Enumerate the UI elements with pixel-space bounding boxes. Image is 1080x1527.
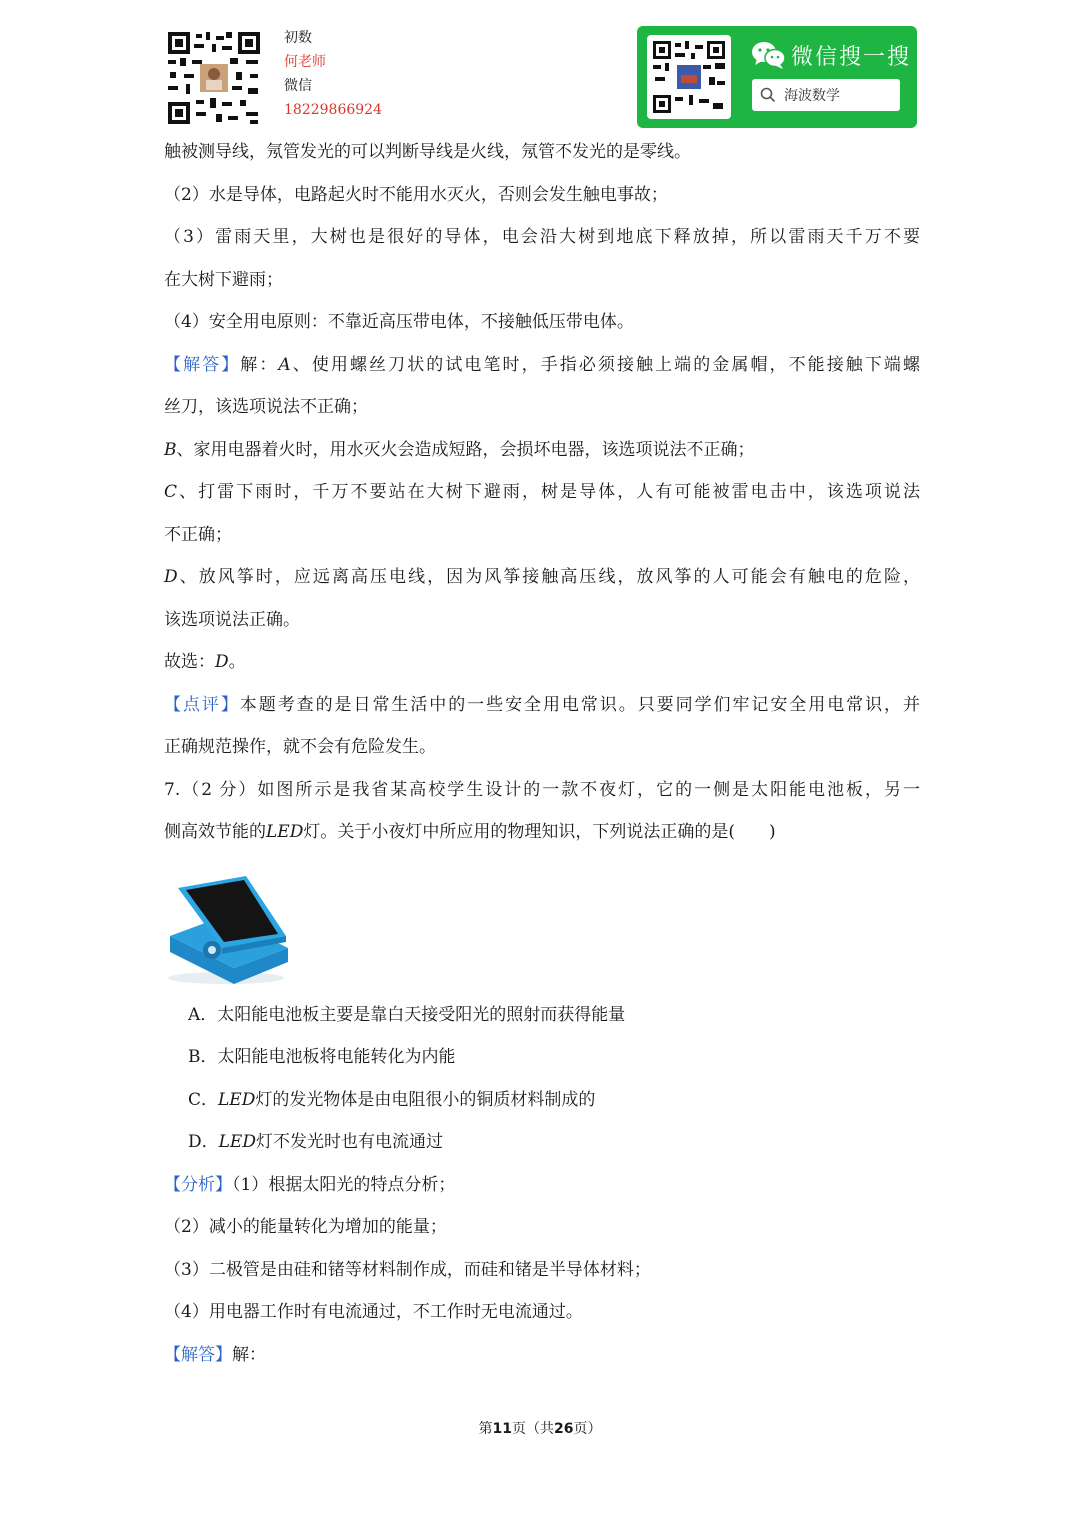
wechat-logo-icon — [751, 40, 787, 70]
contact-line-wechat: 微信 — [284, 78, 312, 94]
analysis-tag: 【分析】 — [164, 1174, 232, 1195]
contact-info — [284, 26, 382, 122]
wechat-qr-code — [647, 35, 731, 119]
text-line: 不正确； — [164, 524, 232, 545]
wechat-search-box — [752, 79, 900, 111]
answer-line: 【解答】解： — [164, 1344, 266, 1365]
night-light-image — [164, 854, 920, 994]
option-d: D．LED灯不发光时也有电流通过 — [188, 1132, 443, 1152]
wechat-search-text: 海波数学 — [784, 88, 840, 104]
text-line: （2）减小的能量转化为增加的能量； — [164, 1217, 447, 1237]
option-b: B．太阳能电池板将电能转化为内能 — [188, 1047, 456, 1067]
page-footer: 第11页（共26页） — [478, 1421, 602, 1437]
option-a: A．太阳能电池板主要是靠白天接受阳光的照射而获得能量 — [188, 1004, 626, 1025]
question-7-stem: 7.（2 分）如图所示是我省某高校学生设计的一款不夜灯，它的一侧是太阳能电池板，另一 — [164, 779, 920, 800]
text-line: B、家用电器着火时，用水灭火会造成短路，会损坏电器，该选项说法不正确； — [164, 439, 755, 460]
page-number: 11 — [492, 1421, 512, 1437]
text-line: （3）雷雨天里，大树也是很好的导体，电会沿大树到地底下释放掉，所以雷雨天千万不要 — [164, 227, 920, 247]
option-c: C．LED灯的发光物体是由电阻很小的铜质材料制成的 — [188, 1089, 596, 1110]
comment-line: 【点评】本题考查的是日常生活中的一些安全用电常识。只要同学们牢记安全用电常识，并 — [164, 694, 921, 715]
search-icon — [760, 87, 776, 103]
page-total: 26 — [554, 1421, 574, 1437]
text-line: C、打雷下雨时，千万不要站在大树下避雨，树是导体，人有可能被雷电击中，该选项说法 — [164, 482, 920, 502]
answer-tag: 【解答】 — [164, 354, 241, 375]
contact-teacher-name: 何老师 — [284, 54, 326, 70]
text-line: （2）水是导体，电路起火时不能用水灭火，否则会发生触电事故； — [164, 184, 668, 205]
text-line: （4）安全用电原则：不靠近高压带电体，不接触低压带电体。 — [164, 312, 634, 332]
question-7-stem-cont: 侧高效节能的LED灯。关于小夜灯中所应用的物理知识，下列说法正确的是( ) — [164, 822, 776, 842]
comment-tag: 【点评】 — [164, 694, 240, 715]
wechat-search-card — [637, 26, 917, 128]
document-body — [164, 131, 920, 1376]
contact-phone: 18229866924 — [284, 102, 382, 118]
answer-tag: 【解答】 — [164, 1344, 232, 1365]
text-line: D、放风筝时，应远离高压电线，因为风筝接触高压线，放风筝的人可能会有触电的危险， — [164, 567, 920, 587]
text-line: 在大树下避雨； — [164, 269, 283, 290]
text-line: （3）二极管是由硅和锗等材料制作成，而硅和锗是半导体材料； — [164, 1259, 651, 1280]
wechat-search-title: 微信搜一搜 — [791, 45, 912, 70]
text-line: （4）用电器工作时有电流通过，不工作时无电流通过。 — [164, 1302, 583, 1322]
answer-line: 【解答】解：A、使用螺丝刀状的试电笔时，手指必须接触上端的金属帽，不能接触下端螺 — [164, 354, 921, 375]
analysis-line: 【分析】（1）根据太阳光的特点分析； — [164, 1174, 456, 1195]
text-line: 触被测导线，氖管发光的可以判断导线是火线，氖管不发光的是零线。 — [164, 142, 691, 162]
text-line: 正确规范操作，就不会有危险发生。 — [164, 737, 436, 757]
final-choice-line: 故选：D。 — [164, 652, 246, 672]
text-line: 该选项说法正确。 — [164, 609, 300, 630]
contact-line-subject: 初数 — [284, 30, 312, 46]
text-line: 丝刀，该选项说法不正确； — [164, 397, 368, 417]
qr-code-image — [166, 30, 262, 126]
